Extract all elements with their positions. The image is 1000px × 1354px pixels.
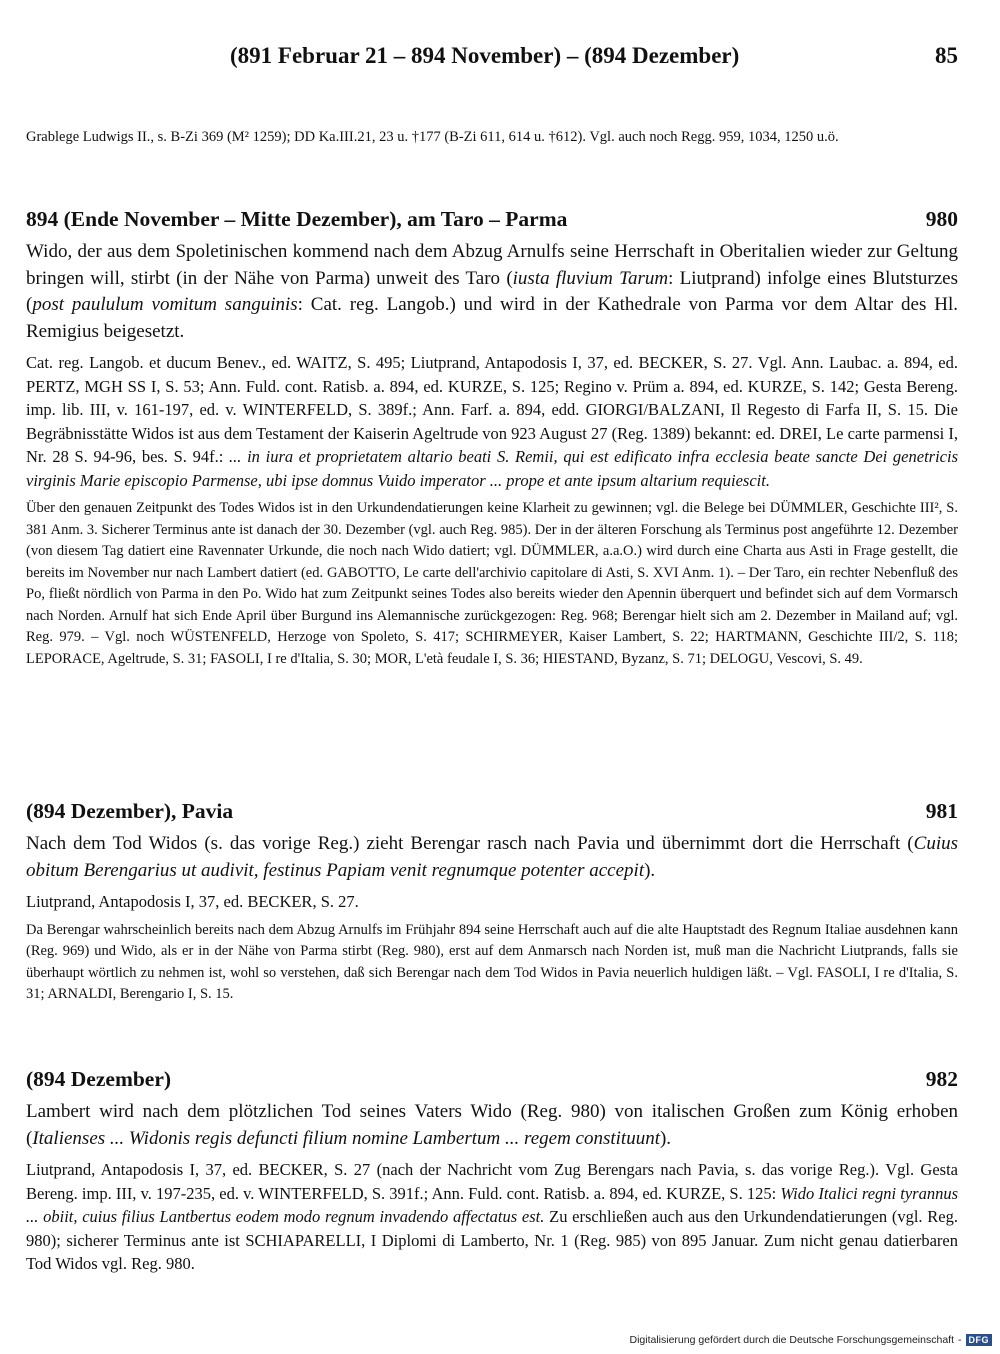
regest-commentary: Da Berengar wahrscheinlich bereits nach dem Abzug Arnulfs im Frühjahr 894 seine Herrschaft auch auf die alte Hauptstadt des Regnum Italiae ausdehnen kann (Reg. 969) und Wido, als er in der Nähe von Parma stirbt (Reg. 980), erst auf dem Anmarsch nach Norden ist, muß man die Nachricht Liutprands, falls sie überhaupt wörtlich zu nehmen ist, wohl so verstehen, daß sich Berengar nach dem Tod Widos in Pavia neuerlich huldigen läßt. – Vgl. FASOLI, I re d'Italia, S. 31; ARNALDI, Berengario I, S. 15. xyxy=(26,921,958,1002)
regest-number: 981 xyxy=(925,799,958,823)
footer-credit: Digitalisierung gefördert durch die Deutsche Forschungsgemeinschaft - DFG xyxy=(629,1334,992,1346)
footer-text: Digitalisierung gefördert durch die Deutsche Forschungsgemeinschaft xyxy=(629,1334,954,1346)
regest-date-place: 894 (Ende November – Mitte Dezember), am Taro – Parma xyxy=(26,207,568,231)
regest-text: Wido, der aus dem Spoletinischen kommend nach dem Abzug Arnulfs seine Herrschaft in Oberitalien wieder zur Geltung bringen will, stirbt (in der Nähe von Parma) unweit des Taro (iusta fluvium Tarum: Liutprand) infolge eines Blutsturzes (post paululum vomitum sanguinis: Cat. reg. Langob.) und wird in der Kathedrale von Parma vor dem Altar des Hl. Remigius beigesetzt. xyxy=(26,241,959,342)
dfg-logo-icon: DFG xyxy=(966,1334,993,1346)
regest-text: Nach dem Tod Widos (s. das vorige Reg.) zieht Berengar rasch nach Pavia und übernimmt dort die Herrschaft (Cuius obitum Berengarius ut audivit, festinus Papiam venit regnumque potenter accepit). xyxy=(26,833,958,881)
regest-980 xyxy=(26,205,958,670)
regest-sources: Liutprand, Antapodosis I, 37, ed. BECKER, S. 27. xyxy=(26,892,359,911)
regest-number: 980 xyxy=(925,207,958,231)
regest-commentary: Über den genauen Zeitpunkt des Todes Widos ist in den Urkundendatierungen keine Klarheit zu gewinnen; vgl. die Belege bei DÜMMLER, Geschichte III², S. 381 Anm. 3. Sicherer Terminus ante ist danach der 30. Dezember (vgl. auch Reg. 985). Der in der älteren Forschung als Terminus post angeführte 12. Dezember (von diesem Tag datiert eine Ravennater Urkunde, die noch nach Wido datiert; vgl. DÜMMLER, a.a.O.) wird durch eine Charta aus Asti in Frage gestellt, die bereits im November nur nach Lambert datiert (ed. GABOTTO, Le carte dell'archivio capitolare di Asti, S. XVI Anm. 1). – Der Taro, ein rechter Nebenfluß des Po, fließt nördlich von Parma in den Po. Wido hat zum Zeitpunkt seines Todes also bereits wieder den Apennin überquert und befindet sich auf dem Vormarsch nach Norden. Arnulf hat sich Ende April über Burgund ins Alemannische zurückgezogen: Reg. 968; Berengar hielt sich am 2. Dezember in Mailand auf; vgl. Reg. 979. – Vgl. noch WÜSTENFELD, Herzoge von Spoleto, S. 417; SCHIRMEYER, Kaiser Lambert, S. 22; HARTMANN, Geschichte III/2, S. 118; LEPORACE, Ageltrude, S. 31; FASOLI, I re d'Italia, S. 30; MOR, L'età feudale I, S. 36; HIESTAND, Byzanz, S. 71; DELOGU, Vescovi, S. 49. xyxy=(26,500,958,667)
regest-981 xyxy=(26,797,958,1006)
regest-text: Lambert wird nach dem plötzlichen Tod seines Vaters Wido (Reg. 980) von italischen Großen zum König erhoben (Italienses ... Widonis regis defuncti filium nomine Lambertum ... regem constituunt). xyxy=(26,1101,958,1149)
regest-heading xyxy=(26,205,958,233)
regest-date-place: (894 Dezember), Pavia xyxy=(26,799,234,823)
running-head-title: (891 Februar 21 – 894 November) – (894 Dezember) xyxy=(230,43,740,68)
regest-date-place: (894 Dezember) xyxy=(26,1067,172,1091)
regest-sources: Cat. reg. Langob. et ducum Benev., ed. WAITZ, S. 495; Liutprand, Antapodosis I, 37, ed. BECKER, S. 27. Vgl. Ann. Laubac. a. 894, ed. PERTZ, MGH SS I, S. 53; Ann. Fuld. cont. Ratisb. a. 894, ed. KURZE, S. 125; Regino v. Prüm a. 894, ed. KURZE, S. 142; Gesta Bereng. imp. lib. III, v. 161-197, ed. v. WINTERFELD, S. 389f.; Ann. Farf. a. 894, edd. GIORGI/BALZANI, Il Regesto di Farfa II, S. 15. Die Begräbnisstätte Widos ist aus dem Testament der Kaiserin Ageltrude von 923 August 27 (Reg. 1389) bekannt: ed. DREI, Le carte parmensi I, Nr. 28 S. 94-96, bes. S. 94f.: ... in iura et proprietatem altario beati S. Remii, qui est edificato infra ecclesia beate sancte Dei genetricis virginis Marie episcopio Parmense, ubi ipse domnus Vuido imperator ... prope et ante ipsum altarium requiescit. xyxy=(26,353,958,490)
page-number: 85 xyxy=(935,43,958,68)
regest-number: 982 xyxy=(925,1067,958,1091)
regest-heading xyxy=(26,1065,958,1093)
previous-regest-note: Grablege Ludwigs II., s. B-Zi 369 (M² 1259); DD Ka.III.21, 23 u. †177 (B-Zi 611, 614 u. †612). Vgl. auch noch Regg. 959, 1034, 1250 u.ö. xyxy=(26,128,839,145)
regest-982 xyxy=(26,1065,958,1282)
regest-heading xyxy=(26,797,958,825)
regest-sources: Liutprand, Antapodosis I, 37, ed. BECKER, S. 27 (nach der Nachricht vom Zug Berengars nach Pavia, s. das vorige Reg.). Vgl. Gesta Bereng. imp. III, v. 197-235, ed. v. WINTERFELD, S. 391f.; Ann. Fuld. cont. Ratisb. a. 894, ed. KURZE, S. 125: Wido Italici regni tyrannus ... obiit, cuius filius Lantbertus eodem modo regnum invadendo affectatus est. Zu erschließen auch aus den Urkundendatierungen (vgl. Reg. 980); sicherer Terminus ante ist SCHIAPARELLI, I Diplomi di Lamberto, Nr. 1 (Reg. 985) von 895 Januar. Zum nicht genau datierbaren Tod Widos vgl. Reg. 980. xyxy=(26,1160,958,1273)
